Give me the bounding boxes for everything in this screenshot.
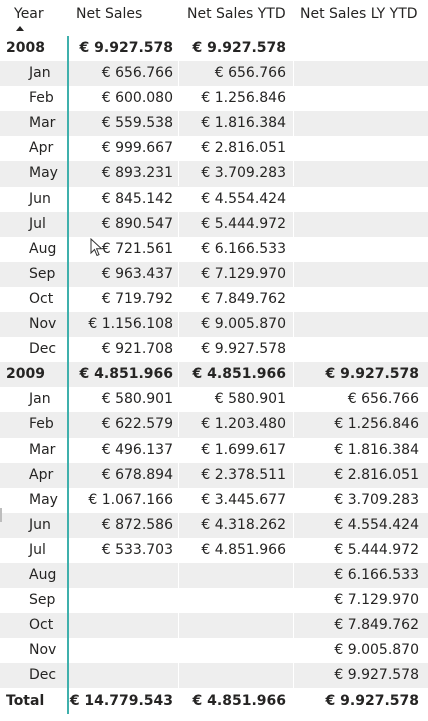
column-separator bbox=[178, 337, 179, 362]
column-separator bbox=[293, 638, 294, 663]
net-sales-ytd-cell: € 2.816.051 bbox=[201, 140, 286, 157]
column-header-row bbox=[0, 0, 428, 36]
row-label: Dec bbox=[29, 341, 57, 358]
row-label: Jul bbox=[29, 215, 46, 232]
column-separator bbox=[293, 438, 294, 463]
column-separator bbox=[293, 387, 294, 412]
column-separator bbox=[293, 36, 294, 61]
net-sales-cell: € 4.851.966 bbox=[79, 366, 173, 383]
column-separator bbox=[293, 563, 294, 588]
row-label: Feb bbox=[29, 416, 54, 433]
net-sales-ytd-cell: € 6.166.533 bbox=[201, 240, 286, 257]
month-row[interactable] bbox=[0, 412, 428, 437]
net-sales-ly-ytd-cell: € 656.766 bbox=[347, 391, 419, 408]
column-separator bbox=[178, 563, 179, 588]
net-sales-cell: € 963.437 bbox=[101, 265, 173, 282]
net-sales-ly-ytd-cell: € 4.554.424 bbox=[334, 516, 419, 533]
row-label: Oct bbox=[29, 290, 54, 307]
net-sales-cell: € 719.792 bbox=[101, 290, 173, 307]
month-row[interactable] bbox=[0, 262, 428, 287]
net-sales-cell: € 893.231 bbox=[101, 165, 173, 182]
month-row[interactable] bbox=[0, 588, 428, 613]
column-separator bbox=[178, 237, 179, 262]
net-sales-ly-ytd-cell: € 6.166.533 bbox=[334, 566, 419, 583]
row-header-divider bbox=[67, 36, 69, 714]
net-sales-ytd-cell: € 4.554.424 bbox=[201, 190, 286, 207]
row-label: Apr bbox=[29, 140, 54, 157]
net-sales-cell: € 872.586 bbox=[101, 516, 173, 533]
scroll-edge-marker bbox=[0, 508, 2, 522]
column-separator bbox=[293, 337, 294, 362]
month-row[interactable] bbox=[0, 563, 428, 588]
net-sales-ytd-cell: € 7.129.970 bbox=[201, 265, 286, 282]
month-row[interactable] bbox=[0, 237, 428, 262]
column-separator bbox=[178, 212, 179, 237]
net-sales-ytd-cell: € 1.816.384 bbox=[201, 115, 286, 132]
net-sales-ytd-cell: € 9.005.870 bbox=[201, 316, 286, 333]
net-sales-ly-ytd-cell: € 1.816.384 bbox=[334, 441, 419, 458]
month-row[interactable] bbox=[0, 212, 428, 237]
column-separator bbox=[293, 513, 294, 538]
month-row[interactable] bbox=[0, 387, 428, 412]
column-separator bbox=[178, 488, 179, 513]
net-sales-ly-ytd-cell: € 7.129.970 bbox=[334, 592, 419, 609]
year-row[interactable] bbox=[0, 36, 428, 61]
net-sales-ytd-cell: € 1.256.846 bbox=[201, 90, 286, 107]
column-separator bbox=[293, 262, 294, 287]
column-separator bbox=[178, 538, 179, 563]
column-header-net-sales[interactable]: Net Sales bbox=[76, 6, 143, 22]
net-sales-ly-ytd-cell: € 7.849.762 bbox=[334, 617, 419, 634]
row-label: 2009 bbox=[6, 366, 45, 383]
net-sales-cell: € 533.703 bbox=[101, 541, 173, 558]
month-row[interactable] bbox=[0, 111, 428, 136]
column-separator bbox=[293, 613, 294, 638]
column-separator bbox=[178, 438, 179, 463]
column-separator bbox=[178, 312, 179, 337]
column-separator bbox=[293, 237, 294, 262]
net-sales-ly-ytd-cell: € 9.927.578 bbox=[325, 366, 419, 383]
net-sales-ytd-cell: € 656.766 bbox=[214, 65, 286, 82]
net-sales-cell: € 1.067.166 bbox=[88, 491, 173, 508]
row-label: Jun bbox=[29, 190, 51, 207]
column-separator bbox=[178, 187, 179, 212]
column-separator bbox=[178, 262, 179, 287]
row-label: Mar bbox=[29, 441, 56, 458]
row-label: May bbox=[29, 165, 58, 182]
net-sales-cell: € 559.538 bbox=[101, 115, 173, 132]
month-row[interactable] bbox=[0, 187, 428, 212]
column-separator bbox=[293, 312, 294, 337]
row-label: Mar bbox=[29, 115, 56, 132]
column-separator bbox=[178, 86, 179, 111]
net-sales-ytd-cell: € 9.927.578 bbox=[201, 341, 286, 358]
column-separator bbox=[293, 61, 294, 86]
column-separator bbox=[293, 689, 294, 714]
month-row[interactable] bbox=[0, 488, 428, 513]
net-sales-cell: € 622.579 bbox=[101, 416, 173, 433]
column-separator bbox=[178, 463, 179, 488]
net-sales-cell: € 999.667 bbox=[101, 140, 173, 157]
net-sales-cell: € 600.080 bbox=[101, 90, 173, 107]
month-row[interactable] bbox=[0, 86, 428, 111]
matrix-body bbox=[0, 36, 428, 715]
column-separator bbox=[178, 513, 179, 538]
net-sales-cell: € 678.894 bbox=[101, 466, 173, 483]
net-sales-ytd-cell: € 4.851.966 bbox=[192, 693, 286, 710]
net-sales-ytd-cell: € 580.901 bbox=[214, 391, 286, 408]
row-label: Jan bbox=[29, 391, 51, 408]
column-separator bbox=[293, 212, 294, 237]
month-row[interactable] bbox=[0, 312, 428, 337]
column-separator bbox=[293, 111, 294, 136]
net-sales-cell: € 14.779.543 bbox=[69, 693, 173, 710]
column-separator bbox=[178, 161, 179, 186]
column-separator bbox=[293, 161, 294, 186]
column-separator bbox=[293, 463, 294, 488]
month-row[interactable] bbox=[0, 287, 428, 312]
row-label: Oct bbox=[29, 617, 54, 634]
column-separator bbox=[293, 136, 294, 161]
net-sales-cell: € 921.708 bbox=[101, 341, 173, 358]
month-row[interactable] bbox=[0, 337, 428, 362]
month-row[interactable] bbox=[0, 613, 428, 638]
net-sales-ytd-cell: € 1.699.617 bbox=[201, 441, 286, 458]
month-row[interactable] bbox=[0, 513, 428, 538]
column-separator bbox=[293, 663, 294, 688]
row-label: Aug bbox=[29, 566, 57, 583]
column-header-net-sales-ly-ytd[interactable]: Net Sales LY YTD bbox=[300, 6, 418, 22]
month-row[interactable] bbox=[0, 638, 428, 663]
net-sales-ytd-cell: € 4.851.966 bbox=[201, 541, 286, 558]
column-separator bbox=[178, 588, 179, 613]
column-separator bbox=[178, 638, 179, 663]
net-sales-cell: € 656.766 bbox=[101, 65, 173, 82]
net-sales-cell: € 496.137 bbox=[101, 441, 173, 458]
net-sales-ly-ytd-cell: € 9.005.870 bbox=[334, 642, 419, 659]
row-label: Feb bbox=[29, 90, 54, 107]
column-separator bbox=[178, 362, 179, 387]
column-separator bbox=[293, 287, 294, 312]
net-sales-ly-ytd-cell: € 2.816.051 bbox=[334, 466, 419, 483]
net-sales-cell: € 1.156.108 bbox=[88, 316, 173, 333]
column-header-net-sales-ytd[interactable]: Net Sales YTD bbox=[187, 6, 286, 22]
row-label: Aug bbox=[29, 240, 57, 257]
month-row[interactable] bbox=[0, 463, 428, 488]
column-separator bbox=[178, 412, 179, 437]
net-sales-ly-ytd-cell: € 1.256.846 bbox=[334, 416, 419, 433]
net-sales-cell: € 9.927.578 bbox=[79, 40, 173, 56]
net-sales-ly-ytd-cell: € 5.444.972 bbox=[334, 541, 419, 558]
net-sales-cell: € 721.561 bbox=[101, 240, 173, 257]
total-row[interactable] bbox=[0, 688, 428, 714]
column-separator bbox=[178, 387, 179, 412]
row-label: Jan bbox=[29, 65, 51, 82]
net-sales-cell: € 890.547 bbox=[101, 215, 173, 232]
net-sales-ytd-cell: € 4.851.966 bbox=[192, 366, 286, 383]
month-row[interactable] bbox=[0, 61, 428, 86]
column-separator bbox=[293, 362, 294, 387]
column-separator bbox=[178, 61, 179, 86]
column-separator bbox=[178, 663, 179, 688]
row-label: Total bbox=[6, 693, 45, 710]
row-label: Jul bbox=[29, 541, 46, 558]
year-row[interactable] bbox=[0, 362, 428, 387]
column-separator bbox=[293, 488, 294, 513]
column-separator bbox=[293, 187, 294, 212]
net-sales-ytd-cell: € 3.445.677 bbox=[201, 491, 286, 508]
net-sales-cell: € 845.142 bbox=[101, 190, 173, 207]
net-sales-ly-ytd-cell: € 9.927.578 bbox=[334, 667, 419, 684]
month-row[interactable] bbox=[0, 538, 428, 563]
month-row[interactable] bbox=[0, 136, 428, 161]
month-row[interactable] bbox=[0, 663, 428, 688]
net-sales-ytd-cell: € 3.709.283 bbox=[201, 165, 286, 182]
column-separator bbox=[293, 86, 294, 111]
net-sales-ytd-cell: € 7.849.762 bbox=[201, 290, 286, 307]
column-separator bbox=[178, 111, 179, 136]
mouse-pointer-icon bbox=[90, 238, 104, 258]
row-label: Sep bbox=[29, 592, 56, 609]
column-separator bbox=[178, 613, 179, 638]
column-separator bbox=[293, 412, 294, 437]
column-separator bbox=[293, 588, 294, 613]
net-sales-ytd-cell: € 2.378.511 bbox=[201, 466, 286, 483]
net-sales-ytd-cell: € 1.203.480 bbox=[201, 416, 286, 433]
column-separator bbox=[178, 136, 179, 161]
column-separator bbox=[178, 287, 179, 312]
row-label: Sep bbox=[29, 265, 56, 282]
net-sales-ytd-cell: € 9.927.578 bbox=[192, 40, 286, 56]
row-label: May bbox=[29, 491, 58, 508]
column-separator bbox=[293, 538, 294, 563]
net-sales-ytd-cell: € 4.318.262 bbox=[201, 516, 286, 533]
row-label: Apr bbox=[29, 466, 54, 483]
row-label: Nov bbox=[29, 316, 57, 333]
column-separator bbox=[178, 689, 179, 714]
row-label: Dec bbox=[29, 667, 57, 684]
month-row[interactable] bbox=[0, 161, 428, 186]
row-label: Nov bbox=[29, 642, 57, 659]
net-sales-ly-ytd-cell: € 3.709.283 bbox=[334, 491, 419, 508]
row-label: Jun bbox=[29, 516, 51, 533]
row-label: 2008 bbox=[6, 40, 45, 56]
sort-ascending-icon[interactable] bbox=[16, 26, 24, 31]
net-sales-cell: € 580.901 bbox=[101, 391, 173, 408]
net-sales-ly-ytd-cell: € 9.927.578 bbox=[325, 693, 419, 710]
month-row[interactable] bbox=[0, 438, 428, 463]
column-header-year[interactable]: Year bbox=[14, 6, 44, 22]
net-sales-ytd-cell: € 5.444.972 bbox=[201, 215, 286, 232]
column-separator bbox=[178, 36, 179, 61]
